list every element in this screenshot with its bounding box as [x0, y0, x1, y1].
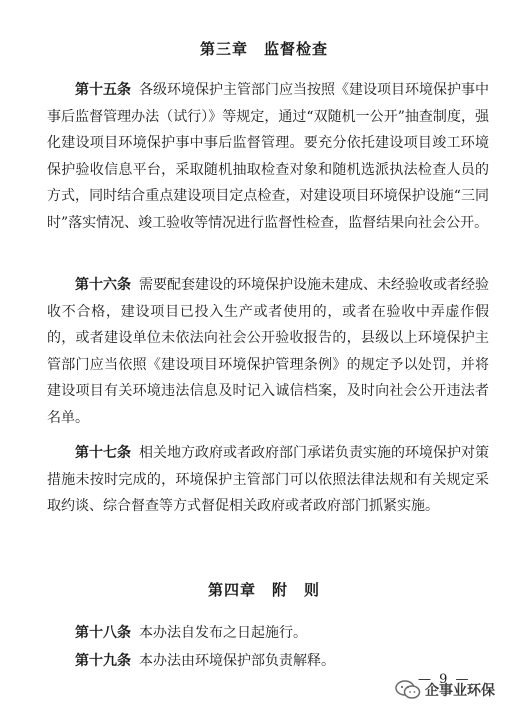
chapter-4-heading: 第四章 附 则 [207, 581, 320, 599]
article-17 [47, 440, 489, 520]
article-number: 第十八条 [75, 625, 131, 641]
article-text: 需要配套建设的环境保护设施未建成、未经验收或者经验收不合格，建设项目已投入生产或者使用的，或者在验收中弄虚作假的，或者建设单位未依法向社会公开验收报告的，县级以上环境保护主管部门应当依照《建设项目环境保护管理条例》的规定予以处罚，并将建设项目有关环境违法信息及时记入诚信档案，及时向社会公开违法者名单。 [47, 277, 489, 426]
article-19 [47, 648, 489, 675]
article-18 [47, 620, 489, 647]
article-number: 第十七条 [75, 445, 131, 461]
article-text: 本办法由环境保护部负责解释。 [139, 653, 335, 669]
article-16 [47, 272, 489, 432]
article-15 [47, 77, 489, 237]
watermark [395, 680, 495, 700]
article-number: 第十九条 [75, 653, 131, 669]
wechat-icon [395, 680, 421, 700]
page-number: — 9 — [418, 672, 471, 687]
article-number: 第十五条 [75, 82, 131, 98]
article-text: 本办法自发布之日起施行。 [139, 625, 307, 641]
article-text: 相关地方政府或者政府部门承诺负责实施的环境保护对策措施未按时完成的，环境保护主管部门可以依照法律法规和有关规定采取约谈、综合督查等方式督促相关政府或者政府部门抓紧实施。 [47, 445, 489, 515]
chapter-3-heading: 第三章 监督检查 [199, 40, 328, 58]
article-number: 第十六条 [75, 277, 131, 293]
article-text: 各级环境保护主管部门应当按照《建设项目环境保护事中事后监督管理办法（试行）》等规定，通过“双随机一公开”抽查制度，强化建设项目环境保护事中事后监督管理。要充分依托建设项目竣工环境保护验收信息平台，采取随机抽取检查对象和随机选派执法检查人员的方式，同时结合重点建设项目定点检查，对建设项目环境保护设施“三同时”落实情况、竣工验收等情况进行监督性检查，监督结果向社会公开。 [47, 82, 489, 231]
watermark-text: 企事业环保 [425, 683, 495, 699]
